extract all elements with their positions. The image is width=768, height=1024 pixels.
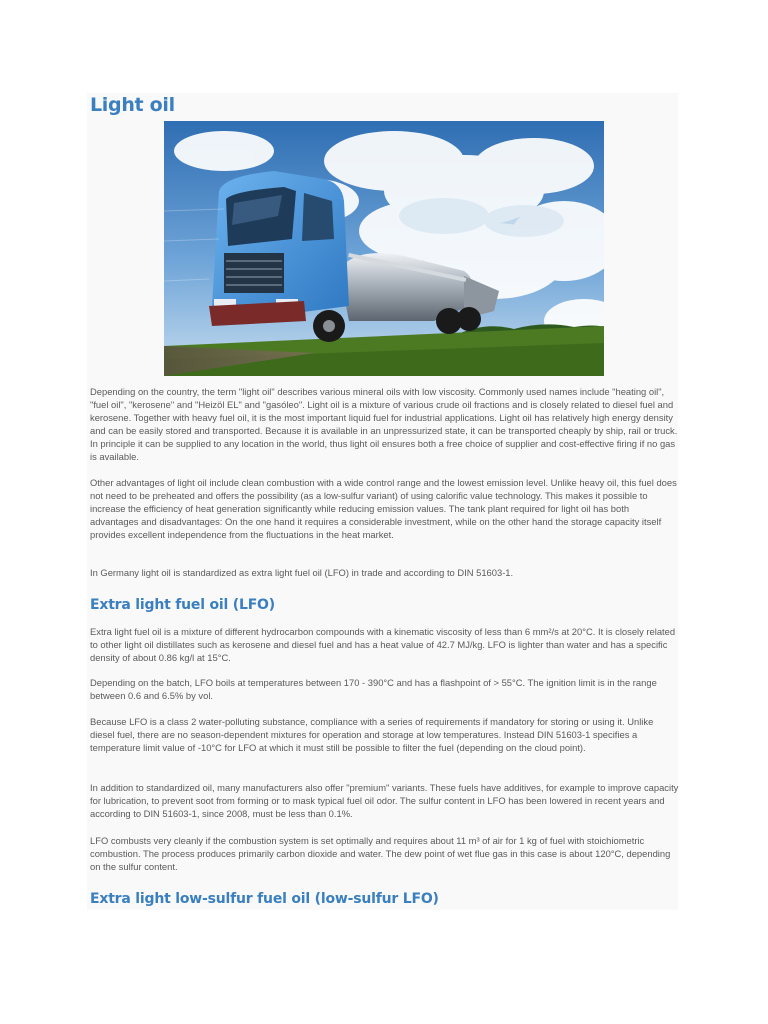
section-heading-lfo: Extra light fuel oil (LFO) (90, 597, 275, 613)
lfo-paragraph: In addition to standardized oil, many manufacturers also offer "premium" variants. These fuels have additives, for example to improve capacity for lubrication, to prevent soot from forming or to mask typical fuel oil odor. The sulfur content in LFO has been lowered in recent years and according to DIN 51603-1, since 2008, must be less than 0.1%. (90, 782, 679, 819)
section-heading-low-sulfur-lfo: Extra light low-sulfur fuel oil (low-sulfur LFO) (90, 891, 439, 907)
lfo-paragraph: Extra light fuel oil is a mixture of different hydrocarbon compounds with a kinematic viscosity of less than 6 mm²/s at 20°C. It is closely related to other light oil distillates such as kerosene and diesel fuel and has a heat value of 42.7 MJ/kg. LFO is lighter than water and has a specific density of about 0.86 kg/l at 15°C. (90, 626, 676, 663)
intro-paragraph: Depending on the country, the term "light oil" describes various mineral oils with low viscosity. Commonly used names include "heating oil", "fuel oil", "kerosene" and "Heizöl EL" and "gasóleo". Light oil is a mixture of various crude oil fractions and is closely related to diesel fuel and kerosene. Together with heavy fuel oil, it is the most important liquid fuel for industrial applications. Light oil has relatively high energy density and can be easily stored and transported. Because it is available in an unpressurized state, it can be transported cheaply by ship, rail or truck. In principle it can be supplied to any location in the world, thus light oil ensures both a free choice of supplier and cost-effective firing if no gas is available. (90, 386, 678, 462)
lfo-paragraph: Because LFO is a class 2 water-polluting substance, compliance with a series of requirements if mandatory for storing or using it. Unlike diesel fuel, there are no season-dependent mixtures for operation and storage at low temperatures. Instead DIN 51603-1 specifies a temperature limit value of -10°C for LFO at which it must still be possible to filter the fuel (depending on the cloud point). (90, 716, 654, 753)
lfo-paragraph: Depending on the batch, LFO boils at temperatures between 170 - 390°C and has a flashpoint of > 55°C. The ignition limit is in the range between 0.6 and 6.5% by vol. (90, 677, 657, 701)
tanker-truck-image (164, 121, 604, 376)
lfo-paragraph: LFO combusts very cleanly if the combustion system is set optimally and requires about 11 m³ of air for 1 kg of fuel with stoichiometric combustion. The process produces primarily carbon dioxide and water. The dew point of wet flue gas in this case is about 120°C, depending on the sulfur content. (90, 835, 671, 872)
intro-paragraph: In Germany light oil is standardized as extra light fuel oil (LFO) in trade and according to DIN 51603-1. (90, 567, 514, 578)
page-title: Light oil (90, 94, 175, 116)
intro-paragraph: Other advantages of light oil include clean combustion with a wide control range and the lowest emission level. Unlike heavy oil, this fuel does not need to be preheated and offers the possibility (as a low-sulfur variant) of using calorific value technology. This makes it possible to increase the efficiency of heat generation significantly while reducing emission values. The tank plant required for light oil has both advantages and disadvantages: On the one hand it requires a considerable investment, while on the other hand the storage capacity itself provides excellent independence from the fluctuations in the heat market. (90, 477, 677, 540)
